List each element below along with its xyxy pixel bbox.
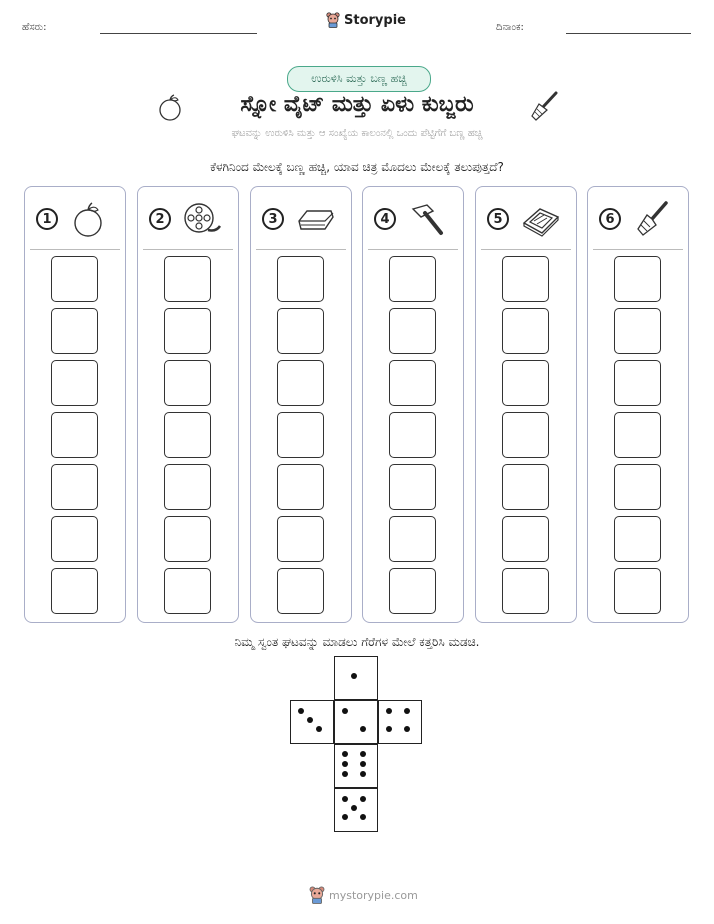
- pip: [360, 814, 366, 820]
- die-face-1: [334, 656, 378, 700]
- pip: [386, 708, 392, 714]
- color-box[interactable]: [614, 360, 661, 406]
- color-box[interactable]: [389, 256, 436, 302]
- column-number: 2: [149, 208, 171, 230]
- column-number: 4: [374, 208, 396, 230]
- column-header: [363, 187, 463, 249]
- color-box[interactable]: [51, 464, 98, 510]
- color-box[interactable]: [502, 360, 549, 406]
- pip: [342, 771, 348, 777]
- footer-url: mystorypie.com: [329, 888, 418, 902]
- activity-badge: ಉರುಳಿಸಿ ಮತ್ತು ಬಣ್ಣ ಹಚ್ಚಿ: [287, 66, 431, 92]
- color-box[interactable]: [164, 464, 211, 510]
- name-line[interactable]: [100, 33, 257, 34]
- column-divider: [368, 249, 458, 250]
- pip: [360, 726, 366, 732]
- color-box[interactable]: [389, 308, 436, 354]
- pip: [360, 796, 366, 802]
- column-divider: [481, 249, 571, 250]
- color-box[interactable]: [389, 568, 436, 614]
- column-3: [250, 186, 352, 623]
- subtitle: ಘಟವನ್ನು ಉರುಳಿಸಿ ಮತ್ತು ಆ ಸಂಖ್ಯೆಯ ಕಾಲಂನಲ್ಲಿ ಒಂದು ಪೆಟ್ಟಿಗೆಗೆ ಬಣ್ಣ ಹಚ್ಚಿ: [231, 128, 483, 139]
- pip: [360, 761, 366, 767]
- color-box[interactable]: [277, 256, 324, 302]
- color-box[interactable]: [502, 516, 549, 562]
- column-6: [587, 186, 689, 623]
- color-box[interactable]: [51, 516, 98, 562]
- color-box[interactable]: [164, 256, 211, 302]
- color-box[interactable]: [389, 360, 436, 406]
- date-line[interactable]: [566, 33, 691, 34]
- brand-name: Storypie: [344, 12, 406, 28]
- brush-icon: [528, 90, 560, 122]
- column-1: [24, 186, 126, 623]
- column-header: [588, 187, 688, 249]
- color-box[interactable]: [164, 516, 211, 562]
- color-box[interactable]: [389, 412, 436, 458]
- instruction: ಕೆಳಗಿನಿಂದ ಮೇಲಕ್ಕೆ ಬಣ್ಣ ಹಚ್ಚಿ, ಯಾವ ಚಿತ್ರ ಮೊದಲು ಮೇಲಕ್ಕೆ ತಲುಪುತ್ತದೆ?: [210, 160, 504, 174]
- die-face-6: [334, 744, 378, 788]
- pip: [342, 814, 348, 820]
- color-box[interactable]: [277, 516, 324, 562]
- pip: [342, 796, 348, 802]
- column-number: 1: [36, 208, 58, 230]
- pip: [386, 726, 392, 732]
- color-box[interactable]: [164, 568, 211, 614]
- color-box[interactable]: [614, 568, 661, 614]
- column-divider: [256, 249, 346, 250]
- column-header: [251, 187, 351, 249]
- brand-logo: [326, 12, 406, 28]
- page-title: ಸ್ನೋ ವೈಟ್ ಮತ್ತು ಏಳು ಕುಬ್ಜರು: [240, 92, 474, 117]
- color-box[interactable]: [277, 464, 324, 510]
- color-box[interactable]: [277, 360, 324, 406]
- dice-net: [290, 656, 426, 836]
- color-box[interactable]: [502, 256, 549, 302]
- color-box[interactable]: [614, 412, 661, 458]
- pip: [404, 726, 410, 732]
- date-label: ದಿನಾಂಕ:: [496, 22, 524, 33]
- pip: [342, 708, 348, 714]
- pip: [351, 805, 357, 811]
- pip: [360, 771, 366, 777]
- pip: [298, 708, 304, 714]
- color-box[interactable]: [502, 464, 549, 510]
- color-box[interactable]: [502, 568, 549, 614]
- color-box[interactable]: [277, 308, 324, 354]
- pip: [342, 751, 348, 757]
- color-box[interactable]: [51, 308, 98, 354]
- cut-instruction: ನಿಮ್ಮ ಸ್ವಂತ ಘಟವನ್ನು ಮಾಡಲು ಗೆರೆಗಳ ಮೇಲೆ ಕತ್ತರಿಸಿ ಮಡಚಿ.: [234, 635, 480, 649]
- color-box[interactable]: [502, 412, 549, 458]
- storypie-mascot-icon: [309, 886, 325, 904]
- pip: [404, 708, 410, 714]
- storypie-mascot-icon: [326, 12, 340, 28]
- color-box[interactable]: [51, 360, 98, 406]
- column-divider: [143, 249, 233, 250]
- column-header: [476, 187, 576, 249]
- die-face-4: [378, 700, 422, 744]
- color-box[interactable]: [164, 360, 211, 406]
- hammer-icon: [407, 199, 447, 239]
- column-number: 5: [487, 208, 509, 230]
- color-box[interactable]: [614, 256, 661, 302]
- column-number: 6: [599, 208, 621, 230]
- color-box[interactable]: [51, 568, 98, 614]
- footer: [309, 886, 418, 904]
- pip: [351, 673, 357, 679]
- name-label: ಹೆಸರು:: [22, 22, 47, 33]
- pip: [307, 717, 313, 723]
- die-face-5: [334, 788, 378, 832]
- die-face-2: [334, 700, 378, 744]
- color-box[interactable]: [614, 464, 661, 510]
- column-number: 3: [262, 208, 284, 230]
- color-box[interactable]: [164, 308, 211, 354]
- mousetrap-icon: [520, 199, 560, 239]
- column-divider: [593, 249, 683, 250]
- column-5: [475, 186, 577, 623]
- color-box[interactable]: [502, 308, 549, 354]
- column-4: [362, 186, 464, 623]
- color-box[interactable]: [51, 256, 98, 302]
- film-reel-icon: [182, 199, 222, 239]
- coffin-icon: [295, 199, 335, 239]
- color-box[interactable]: [614, 308, 661, 354]
- column-2: [137, 186, 239, 623]
- color-box[interactable]: [614, 516, 661, 562]
- brush-icon: [632, 199, 672, 239]
- color-box[interactable]: [51, 412, 98, 458]
- color-box[interactable]: [277, 412, 324, 458]
- die-face-3: [290, 700, 334, 744]
- column-divider: [30, 249, 120, 250]
- column-header: [25, 187, 125, 249]
- color-box[interactable]: [277, 568, 324, 614]
- pip: [316, 726, 322, 732]
- color-box[interactable]: [164, 412, 211, 458]
- pip: [360, 751, 366, 757]
- apple-icon: [69, 199, 109, 239]
- column-header: [138, 187, 238, 249]
- color-box[interactable]: [389, 464, 436, 510]
- color-box[interactable]: [389, 516, 436, 562]
- pip: [342, 761, 348, 767]
